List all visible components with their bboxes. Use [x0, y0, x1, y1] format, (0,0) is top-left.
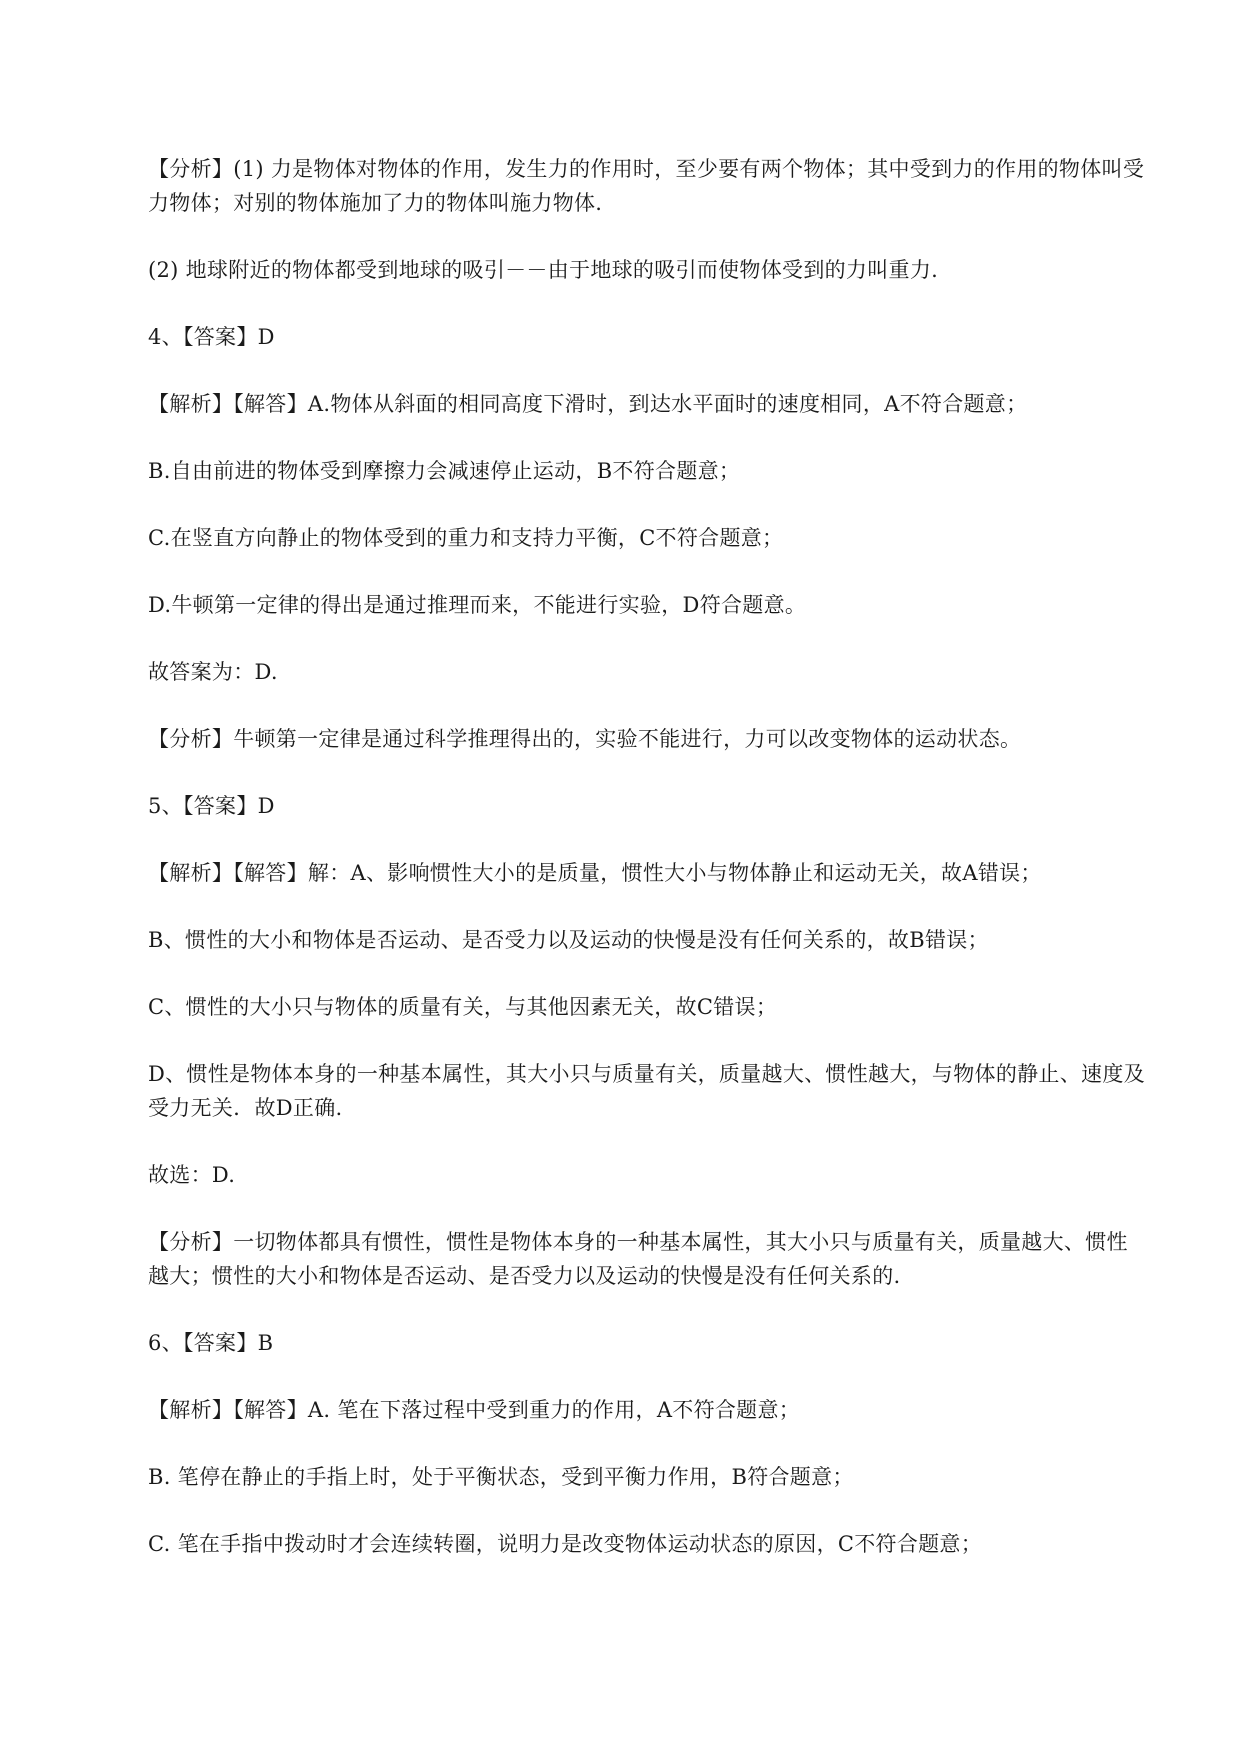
solution-5-option-d: D、惯性是物体本身的一种基本属性，其大小只与质量有关，质量越大、惯性越大，与物体的静止、速度及受力无关．故D正确.	[148, 1062, 1145, 1120]
analysis-paragraph-part2: (2) 地球附近的物体都受到地球的吸引－－由于地球的吸引而使物体受到的力叫重力.	[148, 258, 939, 282]
solution-4-option-c: C.在竖直方向静止的物体受到的重力和支持力平衡，C不符合题意；	[148, 526, 784, 550]
solution-4-option-d: D.牛顿第一定律的得出是通过推理而来，不能进行实验，D符合题意。	[148, 593, 807, 617]
analysis-4: 【分析】牛顿第一定律是通过科学推理得出的，实验不能进行，力可以改变物体的运动状态。	[148, 727, 1022, 751]
solution-6-option-a: 【解析】【解答】A. 笔在下落过程中受到重力的作用，A不符合题意；	[148, 1398, 801, 1422]
answer-heading-6: 6、【答案】B	[148, 1331, 274, 1355]
solution-5-conclusion: 故选：D.	[148, 1163, 236, 1187]
solution-5-option-c: C、惯性的大小只与物体的质量有关，与其他因素无关，故C错误；	[148, 995, 778, 1019]
solution-6-option-c: C. 笔在手指中拨动时才会连续转圈，说明力是改变物体运动状态的原因，C不符合题意；	[148, 1532, 983, 1556]
answer-heading-4: 4、【答案】D	[148, 325, 275, 349]
solution-6-option-b: B. 笔停在静止的手指上时，处于平衡状态，受到平衡力作用，B符合题意；	[148, 1465, 854, 1489]
solution-4-option-a: 【解析】【解答】A.物体从斜面的相同高度下滑时，到达水平面时的速度相同，A不符合题意；	[148, 392, 1028, 416]
analysis-5: 【分析】一切物体都具有惯性，惯性是物体本身的一种基本属性，其大小只与质量有关，质量越大、惯性越大；惯性的大小和物体是否运动、是否受力以及运动的快慢是没有任何关系的.	[148, 1230, 1128, 1288]
answer-heading-5: 5、【答案】D	[148, 794, 275, 818]
solution-4-conclusion: 故答案为：D.	[148, 660, 278, 684]
document-body	[148, 152, 1148, 1594]
solution-5-option-b: B、惯性的大小和物体是否运动、是否受力以及运动的快慢是没有任何关系的，故B错误；	[148, 928, 989, 952]
solution-4-option-b: B.自由前进的物体受到摩擦力会减速停止运动，B不符合题意；	[148, 459, 741, 483]
solution-5-option-a: 【解析】【解答】解：A、影响惯性大小的是质量，惯性大小与物体静止和运动无关，故A错误；	[148, 861, 1042, 885]
analysis-paragraph-part1: 【分析】(1) 力是物体对物体的作用，发生力的作用时，至少要有两个物体；其中受到力的作用的物体叫受力物体；对别的物体施加了力的物体叫施力物体.	[148, 157, 1145, 215]
